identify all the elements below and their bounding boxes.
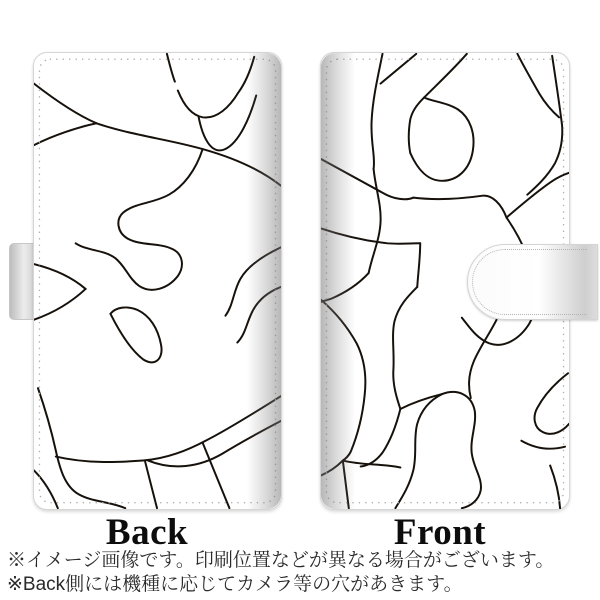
crack-path (76, 149, 203, 290)
crack-path (110, 307, 161, 362)
case-front-view (320, 52, 570, 510)
crack-path (38, 388, 125, 508)
crack-path (321, 461, 343, 476)
crack-path (393, 287, 417, 409)
case-back-cover (33, 52, 282, 510)
clasp-stitch-line (472, 249, 587, 315)
crack-path (395, 394, 442, 508)
crack-path (56, 396, 281, 462)
disclaimer-notes (7, 549, 599, 597)
back-label: Back (105, 512, 189, 553)
crack-path (417, 243, 420, 287)
crack-path (321, 159, 413, 199)
crack-path (34, 470, 58, 508)
crack-path (400, 394, 442, 409)
crack-path (550, 466, 560, 509)
case-front-cover (320, 52, 570, 510)
note-line-1: ※イメージ画像です。印刷位置などが異なる場合がございます。 (7, 550, 555, 571)
crack-path (34, 264, 86, 289)
crack-path (225, 247, 281, 315)
crack-path (34, 84, 96, 124)
crack-path (34, 289, 86, 320)
crack-path (343, 461, 349, 509)
crack-path (148, 421, 281, 467)
clasp-strap-end (9, 243, 35, 320)
crack-path (321, 228, 420, 243)
crack-path (361, 409, 401, 467)
crack-path (343, 461, 401, 468)
crack-path (178, 57, 254, 118)
crack-path (237, 287, 281, 343)
crack-pattern-back (34, 53, 281, 509)
crack-path (371, 54, 382, 169)
crack-path (413, 196, 506, 218)
crack-path (521, 441, 565, 449)
crack-path (527, 56, 562, 195)
crack-path (507, 173, 569, 218)
crack-path (410, 97, 473, 180)
crack-path (167, 54, 175, 82)
note-line-2: ※Back側には機種に応じてカメラ等の穴があきます。 (7, 574, 463, 595)
crack-path (34, 123, 96, 145)
crack-path (321, 273, 369, 302)
case-back-view (33, 52, 282, 510)
crack-path (369, 169, 381, 273)
crack-path (442, 392, 481, 508)
crack-path (145, 462, 157, 509)
magnetic-clasp-tab (467, 244, 598, 320)
front-label: Front (393, 512, 487, 553)
crack-path (199, 96, 257, 151)
crack-path (381, 54, 417, 84)
crack-path (321, 300, 365, 461)
crack-path (409, 54, 467, 153)
